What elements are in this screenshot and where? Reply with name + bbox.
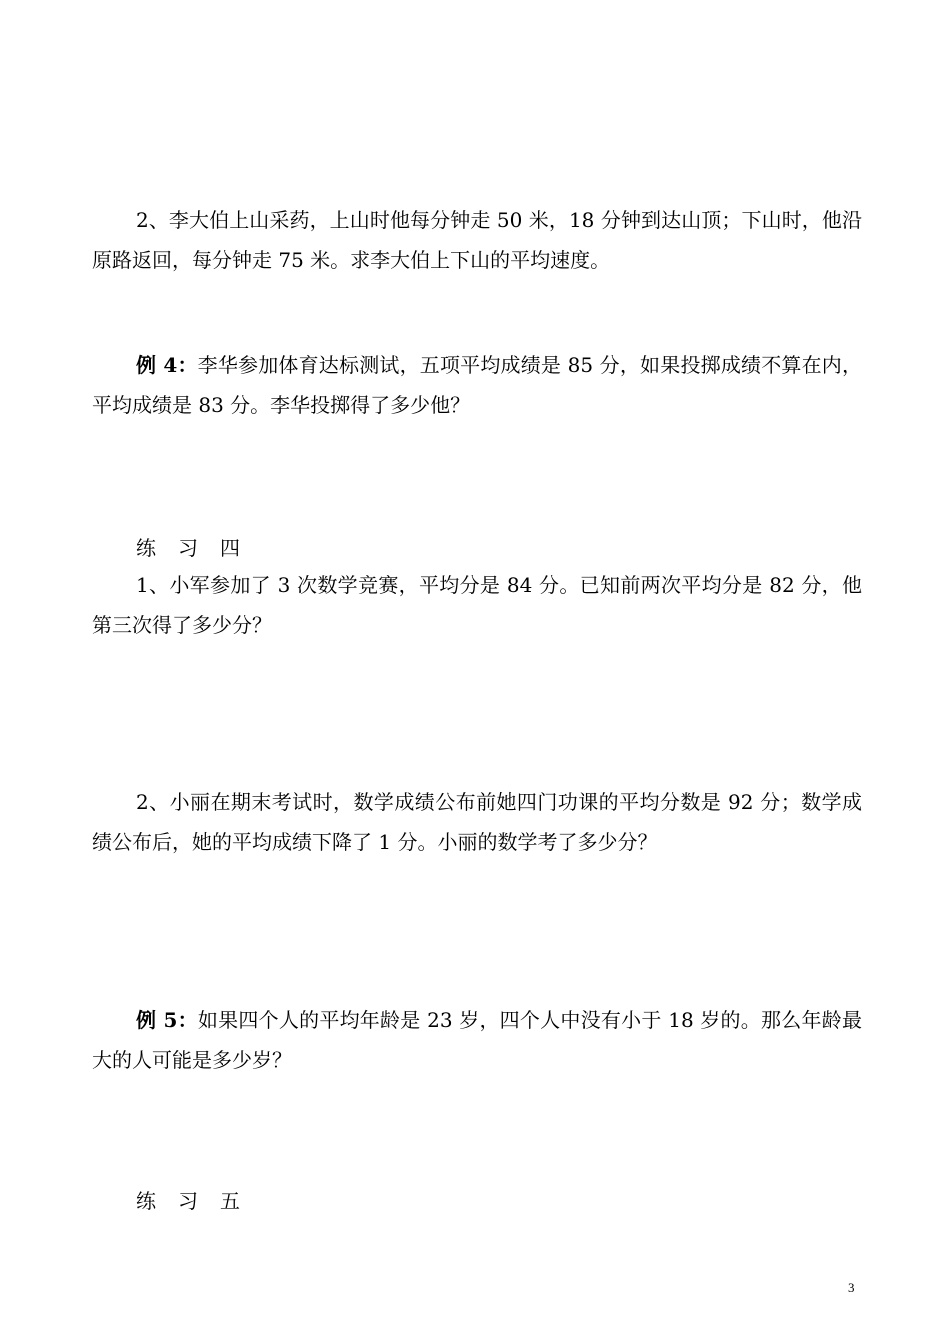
example4-label: 例 4： bbox=[136, 353, 198, 377]
heading-char: 习 bbox=[178, 1189, 198, 1213]
exercise4-heading bbox=[136, 533, 262, 563]
page-number: 3 bbox=[848, 1280, 855, 1295]
example5-text: 如果四个人的平均年龄是 23 岁，四个人中没有小于 18 岁的。那么年龄最大的人可能是多少岁？ bbox=[92, 1008, 862, 1072]
practice3-question2: 2、李大伯上山采药，上山时他每分钟走 50 米，18 分钟到达山顶；下山时，他沿原路返回，每分钟走 75 米。求李大伯上下山的平均速度。 bbox=[92, 208, 862, 272]
heading-char: 练 bbox=[136, 1189, 156, 1213]
heading-char: 五 bbox=[220, 1189, 240, 1213]
exercise5-heading bbox=[136, 1186, 262, 1216]
example5-label: 例 5： bbox=[136, 1008, 198, 1032]
example4-text: 李华参加体育达标测试，五项平均成绩是 85 分，如果投掷成绩不算在内，平均成绩是 83 分。李华投掷得了多少他？ bbox=[92, 353, 862, 417]
heading-char: 练 bbox=[136, 536, 156, 560]
heading-char: 四 bbox=[220, 536, 240, 560]
practice4-question2: 2、小丽在期末考试时，数学成绩公布前她四门功课的平均分数是 92 分；数学成绩公布后，她的平均成绩下降了 1 分。小丽的数学考了多少分？ bbox=[92, 790, 862, 854]
example4 bbox=[92, 345, 862, 425]
practice4-question1: 1、小军参加了 3 次数学竞赛，平均分是 84 分。已知前两次平均分是 82 分，他第三次得了多少分？ bbox=[92, 573, 862, 637]
heading-char: 习 bbox=[178, 536, 198, 560]
example5 bbox=[92, 1000, 862, 1080]
